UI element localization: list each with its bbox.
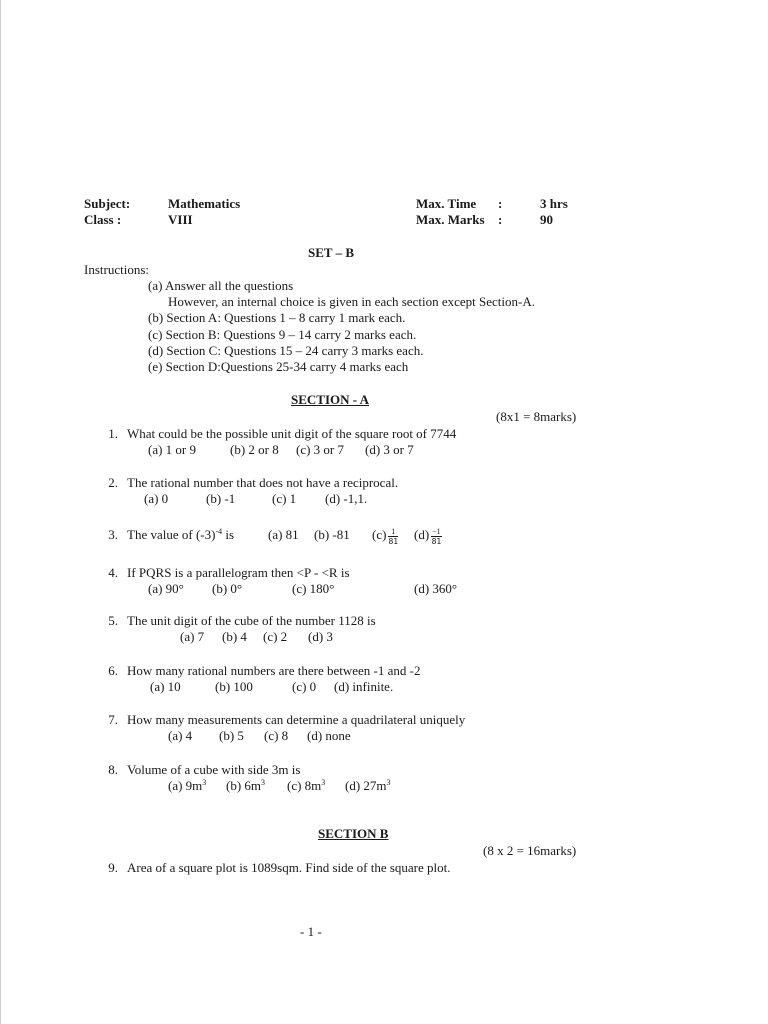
option-c: (c) 0	[292, 679, 317, 694]
option-a: (a) 10	[150, 679, 181, 694]
max-marks-colon: :	[498, 212, 503, 227]
question-text-pre: The value of (-3)	[127, 527, 216, 542]
max-time-value: 3 hrs	[540, 196, 568, 211]
option-a	[168, 778, 206, 794]
question-number: 5.	[108, 613, 118, 628]
option-text: (d) 27m	[345, 778, 387, 793]
set-title: SET – B	[308, 245, 355, 260]
question-number: 1.	[108, 426, 118, 441]
question-text: The unit digit of the cube of the number 1128 is	[127, 613, 376, 628]
option-d-label: (d)	[414, 527, 430, 542]
max-marks-value: 90	[540, 212, 553, 227]
instruction-line: (a) Answer all the questions	[148, 278, 294, 293]
max-time-label: Max. Time	[416, 196, 477, 211]
section-b-marks: (8 x 2 = 16marks)	[483, 843, 577, 858]
option-d: (d) none	[307, 728, 351, 743]
page-number: - 1 -	[300, 924, 322, 939]
question-number: 9.	[108, 860, 118, 875]
scan-edge-line	[0, 0, 1, 1024]
fraction	[431, 527, 442, 546]
question-text: Area of a square plot is 1089sqm. Find side of the square plot.	[127, 860, 451, 875]
exponent: 3	[261, 778, 266, 787]
option-c: (c) 3 or 7	[296, 442, 345, 457]
fraction-denominator: 81	[388, 536, 399, 546]
option-d: (d) 360°	[414, 581, 458, 596]
section-b-title: SECTION B	[318, 826, 389, 841]
question-number: 4.	[108, 565, 118, 580]
option-b: (b) 4	[222, 629, 247, 644]
option-d	[414, 523, 444, 547]
instruction-line: However, an internal choice is given in each section except Section-A.	[168, 294, 535, 309]
option-a: (a) 0	[144, 491, 169, 506]
question-text: If PQRS is a parallelogram then <P - <R is	[127, 565, 350, 580]
question-text-post: is	[225, 527, 235, 542]
option-c: (c) 2	[263, 629, 288, 644]
question-text: How many rational numbers are there between -1 and -2	[127, 663, 421, 678]
option-a: (a) 1 or 9	[148, 442, 197, 457]
option-c: (c) 180°	[292, 581, 335, 596]
option-a: (a) 81	[268, 527, 299, 542]
subject-value: Mathematics	[168, 196, 241, 211]
instruction-line: (e) Section D:Questions 25-34 carry 4 marks each	[148, 359, 409, 374]
question-text: Volume of a cube with side 3m is	[127, 762, 301, 777]
option-c	[372, 523, 400, 547]
section-a-title: SECTION - A	[291, 392, 370, 407]
option-a: (a) 4	[168, 728, 193, 743]
exponent: 3	[386, 778, 391, 787]
max-time-colon: :	[498, 196, 503, 211]
option-d: (d) -1,1.	[325, 491, 368, 506]
instructions-heading: Instructions:	[84, 262, 149, 277]
question-text: How many measurements can determine a quadrilateral uniquely	[127, 712, 466, 727]
option-d	[345, 778, 391, 794]
option-b: (b) -81	[314, 527, 350, 542]
fraction	[388, 527, 398, 546]
option-c-label: (c)	[372, 527, 387, 542]
question-text	[127, 527, 234, 543]
fraction-numerator: 1	[388, 527, 398, 537]
subject-label: Subject:	[84, 196, 131, 211]
exponent: -4	[215, 527, 223, 536]
option-text: (a) 9m	[168, 778, 203, 793]
option-d: (d) 3 or 7	[365, 442, 414, 457]
option-c	[287, 778, 325, 794]
instruction-line: (d) Section C: Questions 15 – 24 carry 3 marks each.	[148, 343, 424, 358]
option-b	[226, 778, 265, 794]
option-d: (d) 3	[308, 629, 333, 644]
question-number: 8.	[108, 762, 118, 777]
instruction-line: (c) Section B: Questions 9 – 14 carry 2 marks each.	[148, 327, 417, 342]
option-d: (d) infinite.	[334, 679, 394, 694]
option-text: (c) 8m	[287, 778, 322, 793]
option-text: (b) 6m	[226, 778, 262, 793]
class-label: Class :	[84, 212, 122, 227]
exponent: 3	[321, 778, 326, 787]
option-a: (a) 7	[180, 629, 205, 644]
question-number: 2.	[108, 475, 118, 490]
option-b: (b) -1	[206, 491, 236, 506]
exponent: 3	[202, 778, 207, 787]
fraction-numerator: −1	[432, 526, 441, 536]
fraction-denominator: 81	[431, 536, 442, 546]
question-number: 7.	[108, 712, 118, 727]
option-b: (b) 2 or 8	[230, 442, 279, 457]
option-b: (b) 0°	[212, 581, 243, 596]
question-number: 6.	[108, 663, 118, 678]
question-text: What could be the possible unit digit of the square root of 7744	[127, 426, 457, 441]
option-c: (c) 8	[264, 728, 289, 743]
instruction-line: (b) Section A: Questions 1 – 8 carry 1 mark each.	[148, 310, 406, 325]
option-b: (b) 5	[219, 728, 244, 743]
class-value: VIII	[168, 212, 193, 227]
question-text: The rational number that does not have a reciprocal.	[127, 475, 399, 490]
section-a-marks: (8x1 = 8marks)	[496, 409, 577, 424]
option-b: (b) 100	[215, 679, 253, 694]
option-a: (a) 90°	[148, 581, 184, 596]
option-c: (c) 1	[272, 491, 297, 506]
max-marks-label: Max. Marks	[416, 212, 485, 227]
question-number: 3.	[108, 527, 118, 542]
